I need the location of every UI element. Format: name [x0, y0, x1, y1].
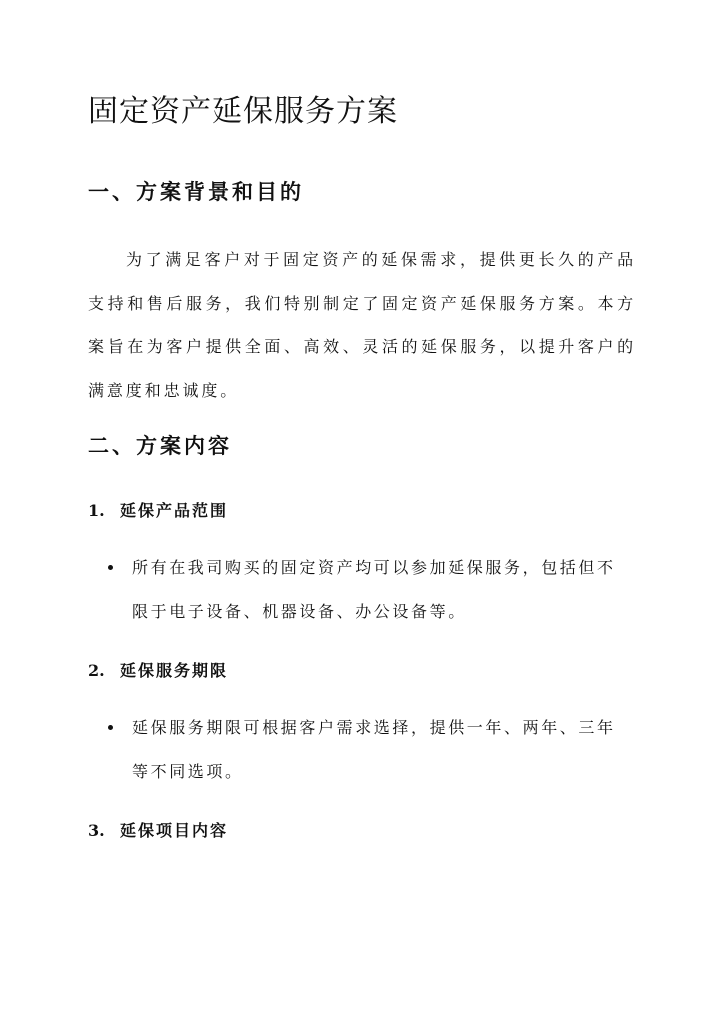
subsection-heading-service-items [88, 818, 228, 841]
bullet-list-service-period [108, 706, 628, 794]
list-item [108, 546, 628, 634]
bullet-list-product-scope [108, 546, 628, 634]
list-item [108, 706, 628, 794]
list-item-text: 延保服务期限可根据客户需求选择，提供一年、两年、三年等不同选项。 [132, 718, 616, 781]
subsection-number: 2. [88, 661, 105, 680]
subsection-heading-service-period [88, 658, 228, 681]
bullet-dot-icon [108, 725, 113, 730]
subsection-title: 延保产品范围 [120, 501, 229, 520]
bullet-dot-icon [108, 565, 113, 570]
document-title: 固定资产延保服务方案 [88, 94, 398, 129]
background-paragraph: 为了满足客户对于固定资产的延保需求，提供更长久的产品支持和售后服务，我们特别制定了固定资产延保服务方案。本方案旨在为客户提供全面、高效、灵活的延保服务，以提升客户的满意度和忠诚度。 [88, 250, 636, 400]
subsection-number: 1. [88, 501, 105, 520]
subsection-number: 3. [88, 821, 105, 840]
subsection-title: 延保项目内容 [120, 821, 229, 840]
list-item-text: 所有在我司购买的固定资产均可以参加延保服务，包括但不限于电子设备、机器设备、办公设备等。 [132, 558, 616, 621]
section-heading-background: 一、方案背景和目的 [88, 179, 304, 204]
section-heading-content: 二、方案内容 [88, 433, 232, 458]
subsection-heading-product-scope [88, 498, 228, 521]
subsection-title: 延保服务期限 [120, 661, 229, 680]
